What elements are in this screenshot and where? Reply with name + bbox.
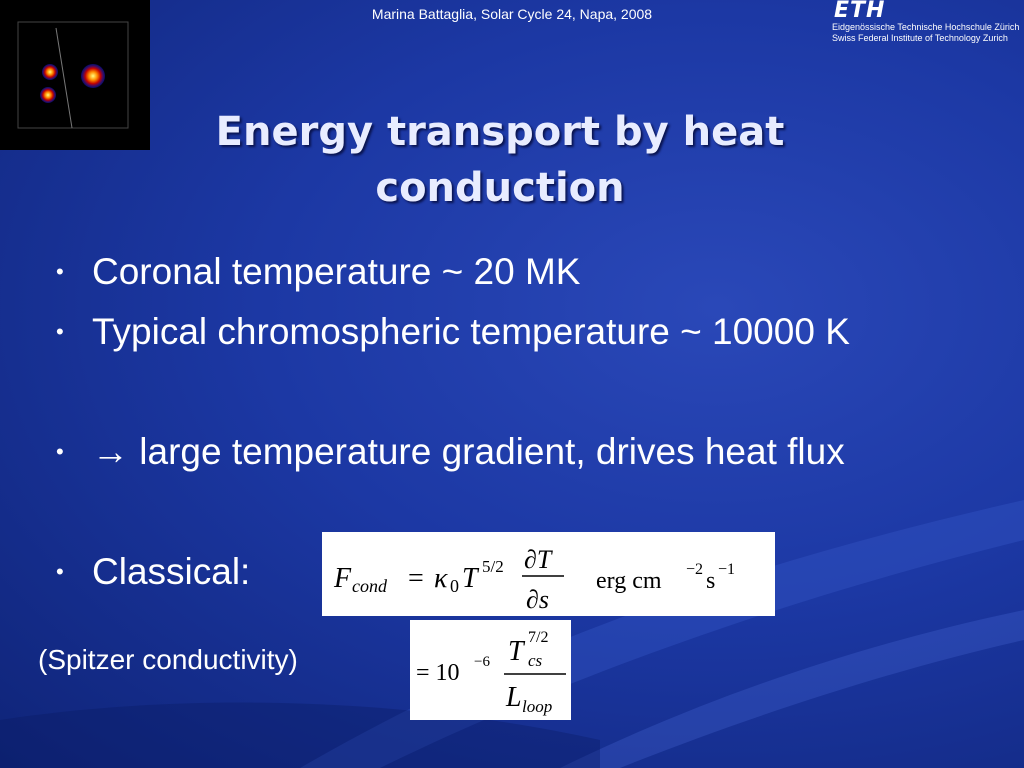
formula-dT: ∂T [524, 545, 552, 574]
formula2-L-sub: loop [522, 697, 553, 716]
bullet-dot: • [56, 319, 64, 344]
formula-units-exp1: −2 [686, 561, 704, 578]
bullet-dot: • [56, 439, 64, 464]
eth-logo [832, 0, 1022, 50]
heat-flux-formula [322, 532, 775, 616]
bullet-item [56, 424, 972, 544]
title-line-1: Energy transport by heat [215, 109, 785, 155]
formula-ds: ∂s [526, 585, 549, 614]
bullet-text: Typical chromospheric temperature ~ 10000 K [92, 311, 850, 352]
formula-kappa: κ [434, 563, 448, 594]
spitzer-formula [410, 620, 571, 720]
formula2-T-sub: cs [528, 651, 543, 670]
formula-units: erg cm [596, 568, 662, 594]
formula-sub-cond: cond [352, 576, 387, 596]
header-note: Marina Battaglia, Solar Cycle 24, Napa, 2008 [371, 6, 653, 22]
slide-title [150, 104, 850, 216]
formula2-equals-ten: = 10 [416, 660, 460, 686]
eth-line-german: Eidgenössische Technische Hochschule Zürich [832, 22, 1020, 32]
formula2-T: T [508, 636, 524, 667]
formula-kappa-sub: 0 [450, 576, 459, 596]
solar-image-thumbnail [0, 0, 150, 150]
formula-units-s: s [706, 568, 716, 594]
bullet-item [56, 304, 972, 424]
formula-equals: = [408, 563, 424, 594]
formula2-L: L [506, 682, 522, 713]
title-line-2: conduction [375, 165, 625, 211]
formula2-T-exponent: 7/2 [528, 629, 549, 646]
bullet-text: Classical: [92, 551, 251, 592]
bullet-dot: • [56, 259, 64, 284]
bullet-text: Coronal temperature ~ 20 MK [92, 251, 581, 292]
bullet-dot: • [56, 559, 64, 584]
eth-line-english: Swiss Federal Institute of Technology Zurich [832, 33, 1008, 43]
formula-T-exponent: 5/2 [482, 557, 504, 576]
formula-F: F [334, 563, 352, 594]
eth-mark: ETH [834, 0, 886, 23]
formula2-exponent: −6 [474, 654, 490, 670]
spitzer-label: (Spitzer conductivity) [38, 644, 298, 675]
formula-units-exp2: −1 [718, 561, 736, 578]
formula-T: T [462, 563, 478, 594]
bullet-item [56, 244, 956, 304]
bullet-text: → large temperature gradient, drives heat flux [92, 431, 845, 472]
